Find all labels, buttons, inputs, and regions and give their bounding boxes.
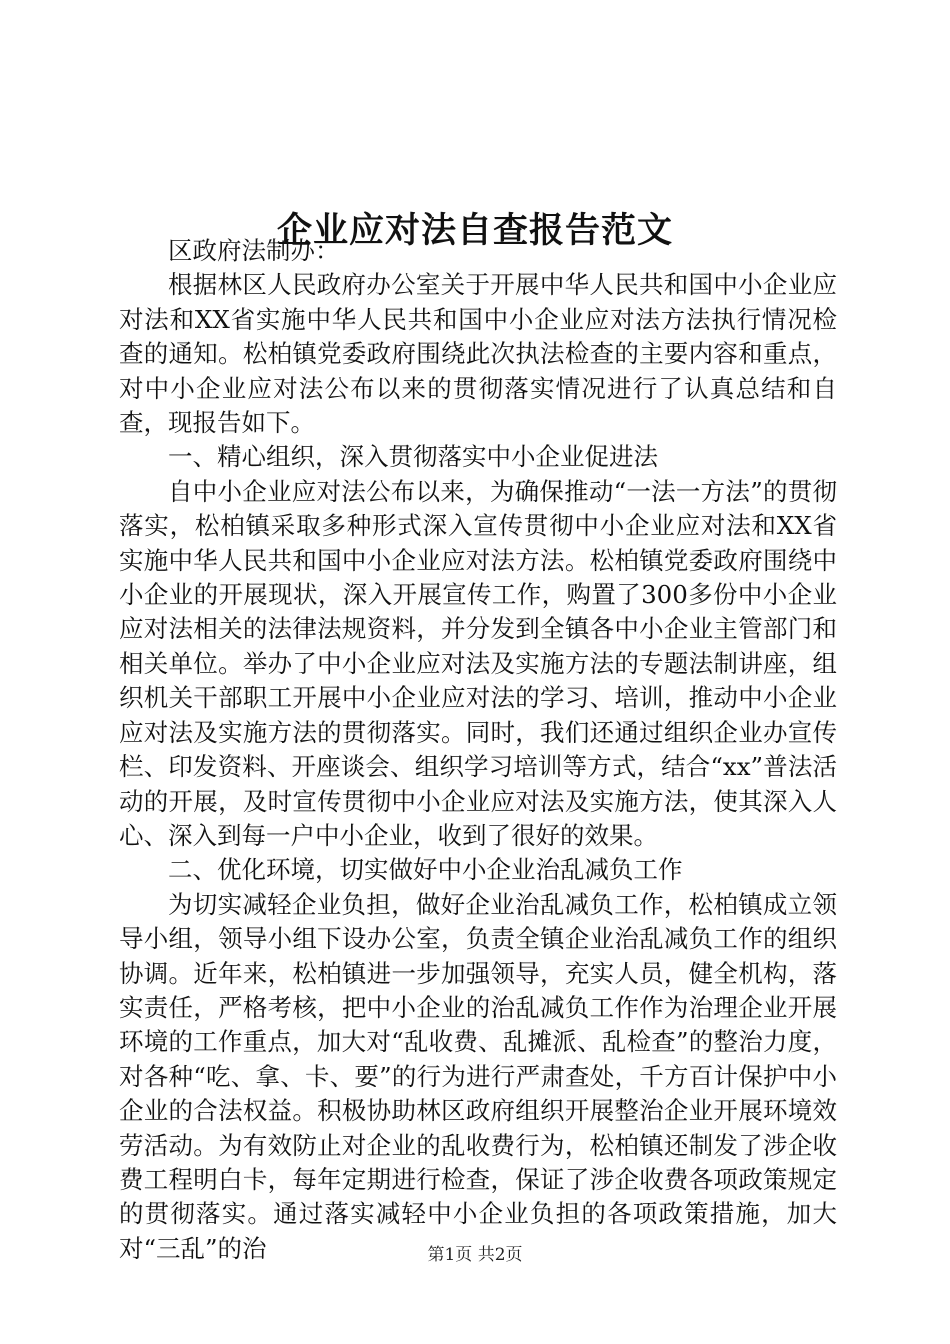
intro-paragraph: 根据林区人民政府办公室关于开展中华人民共和国中小企业应对法和XX省实施中华人民共和国中小企业应对法方法执行情况检查的通知。松柏镇党委政府围绕此次执法检查的主要内容和重点，对中小企业应对法公布以来的贯彻落实情况进行了认真总结和自查，现报告如下。	[119, 270, 837, 438]
section-heading-1: 一、精心组织，深入贯彻落实中小企业促进法	[168, 442, 658, 472]
section-body-2: 为切实减轻企业负担，做好企业治乱减负工作，松柏镇成立领导小组，领导小组下设办公室，负责全镇企业治乱减负工作的组织协调。近年来，松柏镇进一步加强领导，充实人员，健全机构，落实责任，严格考核，把中小企业的治乱减负工作作为治理企业开展环境的工作重点，加大对“乱收费、乱摊派、乱检查”的整治力度，对各种“吃、拿、卡、要”的行为进行严肃查处，千方百计保护中小企业的合法权益。积极协助林区政府组织开展整治企业开展环境效劳活动。为有效防止对企业的乱收费行为，松柏镇还制发了涉企收费工程明白卡，每年定期进行检查，保证了涉企收费各项政策规定的贯彻落实。通过落实减轻中小企业负担的各项政策措施，加大对“三乱”的治	[119, 889, 837, 1263]
section-heading-2: 二、优化环境，切实做好中小企业治乱减负工作	[168, 855, 683, 885]
salutation: 区政府法制办：	[168, 236, 340, 265]
section-body-1: 自中小企业应对法公布以来，为确保推动“一法一方法”的贯彻落实，松柏镇采取多种形式深入宣传贯彻中小企业应对法和XX省实施中华人民共和国中小企业应对法方法。松柏镇党委政府围绕中小企业的开展现状，深入开展宣传工作，购置了300多份中小企业应对法相关的法律法规资料，并分发到全镇各中小企业主管部门和相关单位。举办了中小企业应对法及实施方法的专题法制讲座，组织机关干部职工开展中小企业应对法的学习、培训，推动中小企业应对法及实施方法的贯彻落实。同时，我们还通过组织企业办宣传栏、印发资料、开座谈会、组织学习培训等方式，结合“xx”普法活动的开展，及时宣传贯彻中小企业应对法及实施方法，使其深入人心、深入到每一户中小企业，收到了很好的效果。	[119, 476, 837, 850]
document-body	[119, 234, 837, 1266]
page-footer: 第1页 共2页	[427, 1245, 523, 1265]
document-title: 企业应对法自查报告范文	[276, 210, 673, 252]
